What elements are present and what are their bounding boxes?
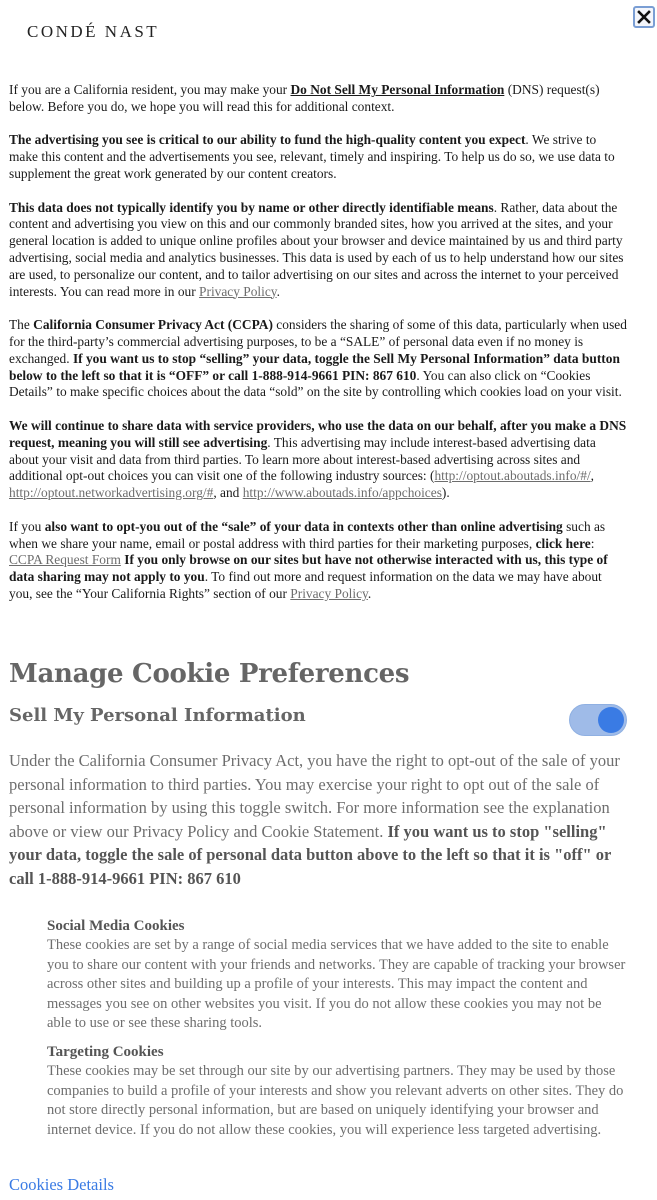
sell-my-personal-information-title: Sell My Personal Information (9, 705, 306, 726)
text: . We strive to make this content and the advertisements you see, relevant, timely and inspiring. To help us do so, we use data to supplement the great work generated by our content creators. (9, 132, 615, 181)
text: , (590, 468, 595, 484)
bold-text: The advertising you see is critical to our ability to fund the high-quality content you expect (9, 132, 526, 148)
text: . This advertising may include interest-based advertising data about your visit and data from third parties. To learn more about interest-based advertising across sites and additional opt-out choices you can visit one of the following industry sources: ( (9, 434, 596, 484)
bold-text: We will continue to share data with service providers, who use the data on our behalf, after you make a DNS request, meaning you will still see advertising (9, 417, 627, 450)
cookies-details-link[interactable]: Cookies Details (9, 1175, 114, 1194)
text: (DNS) request(s) below. Before you do, we hope you will read this for additional context. (9, 82, 600, 114)
intro-paragraph-4 (9, 317, 627, 401)
ccpa-description (9, 749, 627, 890)
social-media-cookies-section (47, 917, 629, 1033)
intro-paragraph-5 (9, 418, 627, 502)
bold-text: If you want us to stop "selling" your data, toggle the sale of personal data button above to the left so that it is "off" or call 1-888-914-9661 PIN: 867 610 (9, 821, 612, 888)
intro-text (9, 82, 627, 620)
manage-cookie-preferences-title: Manage Cookie Preferences (9, 659, 410, 689)
text: . (276, 283, 280, 299)
category-description: These cookies are set by a range of social media services that we have added to the site to enable you to share our content with your friends and networks. They are capable of tracking your browser across other sites and building up a profile of your interests. This may impact the content and messages you see on other websites you visit. If you do not allow these cookies you may not be able to use or see these sharing tools. (47, 937, 626, 1032)
text: , and (213, 485, 243, 501)
text: . (367, 585, 372, 601)
bold-text: This data does not typically identify you by name or other directly identifiable means (9, 199, 494, 215)
text: ). (441, 485, 450, 501)
intro-paragraph-6 (9, 519, 627, 603)
intro-paragraph-2 (9, 132, 627, 182)
text: . Rather, data about the content and advertising you view on this and our commonly branded sites, how you arrived at the sites, and your general location is added to unique online profiles about your browser and device maintained by us and third party advertising, social media and analytics businesses. This data is used by each of us to help understand how our sites are used, to personalize our content, and to tailor advertising on our sites and across the internet to your perceived interests. You can read more in our (9, 199, 624, 299)
text: . To find out more and request information on the data we may have about you, see the “Your California Rights” section of our (9, 569, 602, 601)
bold-text: If you want us to stop “selling” your data, toggle the Sell My Personal Information” data button below to the left so that it is “OFF” or call 1-888-914-9661 PIN: 867 610 (9, 350, 620, 383)
text: : (590, 535, 595, 551)
category-title: Targeting Cookies (47, 1044, 164, 1060)
bold-text: also want to opt-you out of the “sale” of your data in contexts other than online advertising (44, 518, 563, 534)
category-description: These cookies may be set through our site by our advertising partners. They may be used by those companies to build a profile of your interests and show you relevant adverts on other sites. They do not store directly personal information, but are based on uniquely identifying your browser and internet device. If you do not allow these cookies, you will experience less targeted advertising. (47, 1063, 624, 1138)
category-title: Social Media Cookies (47, 918, 185, 934)
networkadvertising-optout-link[interactable]: http://optout.networkadvertising.org/# (9, 485, 214, 501)
toggle-knob (598, 707, 624, 733)
intro-paragraph-3 (9, 200, 627, 301)
sell-personal-info-toggle[interactable] (569, 704, 627, 736)
privacy-policy-link-2[interactable]: Privacy Policy (290, 585, 368, 601)
aboutads-optout-link[interactable]: http://optout.aboutads.info/#/ (434, 468, 591, 484)
intro-paragraph-1 (9, 82, 627, 116)
conde-nast-logo: CONDÉ NAST (27, 22, 160, 41)
appchoices-link[interactable]: http://www.aboutads.info/appchoices (242, 485, 442, 501)
targeting-cookies-section (47, 1043, 629, 1140)
text: The (9, 317, 34, 333)
text: . You can also click on “Cookies Details” to make specific choices about the data “sold” on the site by controlling which cookies load on your visit. (9, 367, 622, 400)
header (0, 0, 657, 64)
close-button[interactable] (633, 6, 655, 28)
bold-text: click here (535, 535, 591, 551)
text: considers the sharing of some of this data, particularly when used for the third-party’s commercial advertising purposes, to be a “SALE” of personal data even if no money is exchanged. (9, 317, 627, 366)
privacy-policy-link[interactable]: Privacy Policy (199, 283, 277, 299)
do-not-sell-link[interactable]: Do Not Sell My Personal Information (290, 82, 505, 97)
text: such as when we share your name, email or postal address with third parties for their marketing purposes, (9, 518, 606, 551)
text: Under the California Consumer Privacy Act, you have the right to opt-out of the sale of your personal information to third parties. You may exercise your right to opt out of the sale of personal information by using this toggle switch. For more information see the explanation above or view our Privacy Policy and Cookie Statement. (9, 751, 620, 841)
bold-text: California Consumer Privacy Act (CCPA) (33, 317, 273, 333)
text: If you (9, 518, 45, 534)
close-x-icon (637, 10, 651, 24)
bold-text: If you only browse on our sites but have not otherwise interacted with us, this type of data sharing may not apply to you (9, 552, 608, 585)
ccpa-request-form-link[interactable]: CCPA Request Form (9, 552, 121, 568)
text: If you are a California resident, you may make your (9, 82, 291, 97)
